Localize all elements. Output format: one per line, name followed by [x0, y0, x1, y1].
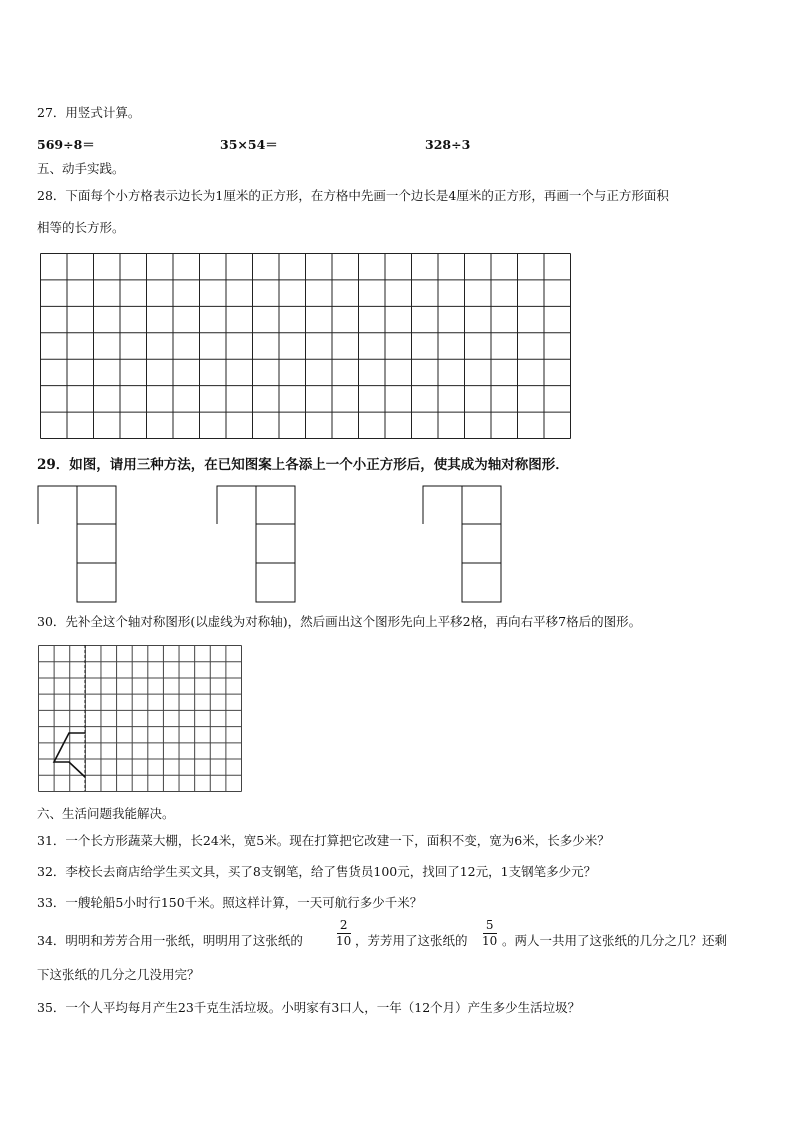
q33-text: 33．一艘轮船5小时行150千米。照这样计算，一天可航行多少千米？ — [37, 895, 423, 910]
q34-fraction-1-denominator: 10 — [336, 934, 352, 948]
q34-part3: 。两人一共用了这张纸的几分之几？还剩 — [502, 933, 728, 948]
q29-figure-2 — [217, 486, 297, 604]
q31-text: 31．一个长方形蔬菜大棚，长24米，宽5米。现在打算把它改建一下，面积不变，宽为6米，长多少米？ — [37, 833, 610, 848]
q34-fraction-2 — [482, 919, 497, 948]
q28-line1: 28．下面每个小方格表示边长为1厘米的正方形，在方格中先画一个边长是4厘米的正方形，再画一个与正方形面积 — [37, 188, 669, 203]
q30-symmetry-grid — [38, 645, 242, 792]
q27-title: 27．用竖式计算。 — [37, 105, 141, 120]
q27-expr1: 569÷8＝ — [37, 137, 95, 152]
q34-part2: ，芳芳用了这张纸的 — [355, 933, 468, 948]
q28-square-grid — [40, 253, 571, 439]
q28-line2: 相等的长方形。 — [37, 220, 125, 235]
q32-text: 32．李校长去商店给学生买文具，买了8支钢笔，给了售货员100元，找回了12元，1支钢笔多少元？ — [37, 864, 597, 879]
q34-fraction-2-denominator: 10 — [482, 934, 498, 948]
q29-figure-3 — [423, 486, 503, 604]
q34-fraction-2-numerator: 5 — [485, 918, 494, 932]
q30-title: 30．先补全这个轴对称图形(以虚线为对称轴)，然后画出这个图形先向上平移2格，再向右平移7格后的图形。 — [37, 614, 642, 629]
q29-figure-1 — [38, 486, 118, 604]
grid-lines — [39, 646, 242, 792]
section6-title: 六、生活问题我能解决。 — [37, 806, 175, 821]
section5-title: 五、动手实践。 — [37, 161, 125, 176]
q34-part1: 34．明明和芳芳合用一张纸，明明用了这张纸的 — [37, 933, 303, 948]
q29-title: 29．如图，请用三种方法，在已知图案上各添上一个小正方形后，使其成为轴对称图形． — [37, 457, 569, 473]
q34-line2: 下这张纸的几分之几没用完？ — [37, 967, 200, 982]
q27-expr2: 35×54＝ — [220, 137, 278, 152]
q34-fraction-1 — [336, 919, 351, 948]
q35-text: 35．一个人平均每月产生23千克生活垃圾。小明家有3口人，一年（12个月）产生多少生活垃圾？ — [37, 1000, 581, 1015]
q27-expr3: 328÷3 — [425, 137, 471, 152]
grid-lines — [41, 254, 571, 439]
q34-fraction-1-numerator: 2 — [339, 918, 348, 932]
